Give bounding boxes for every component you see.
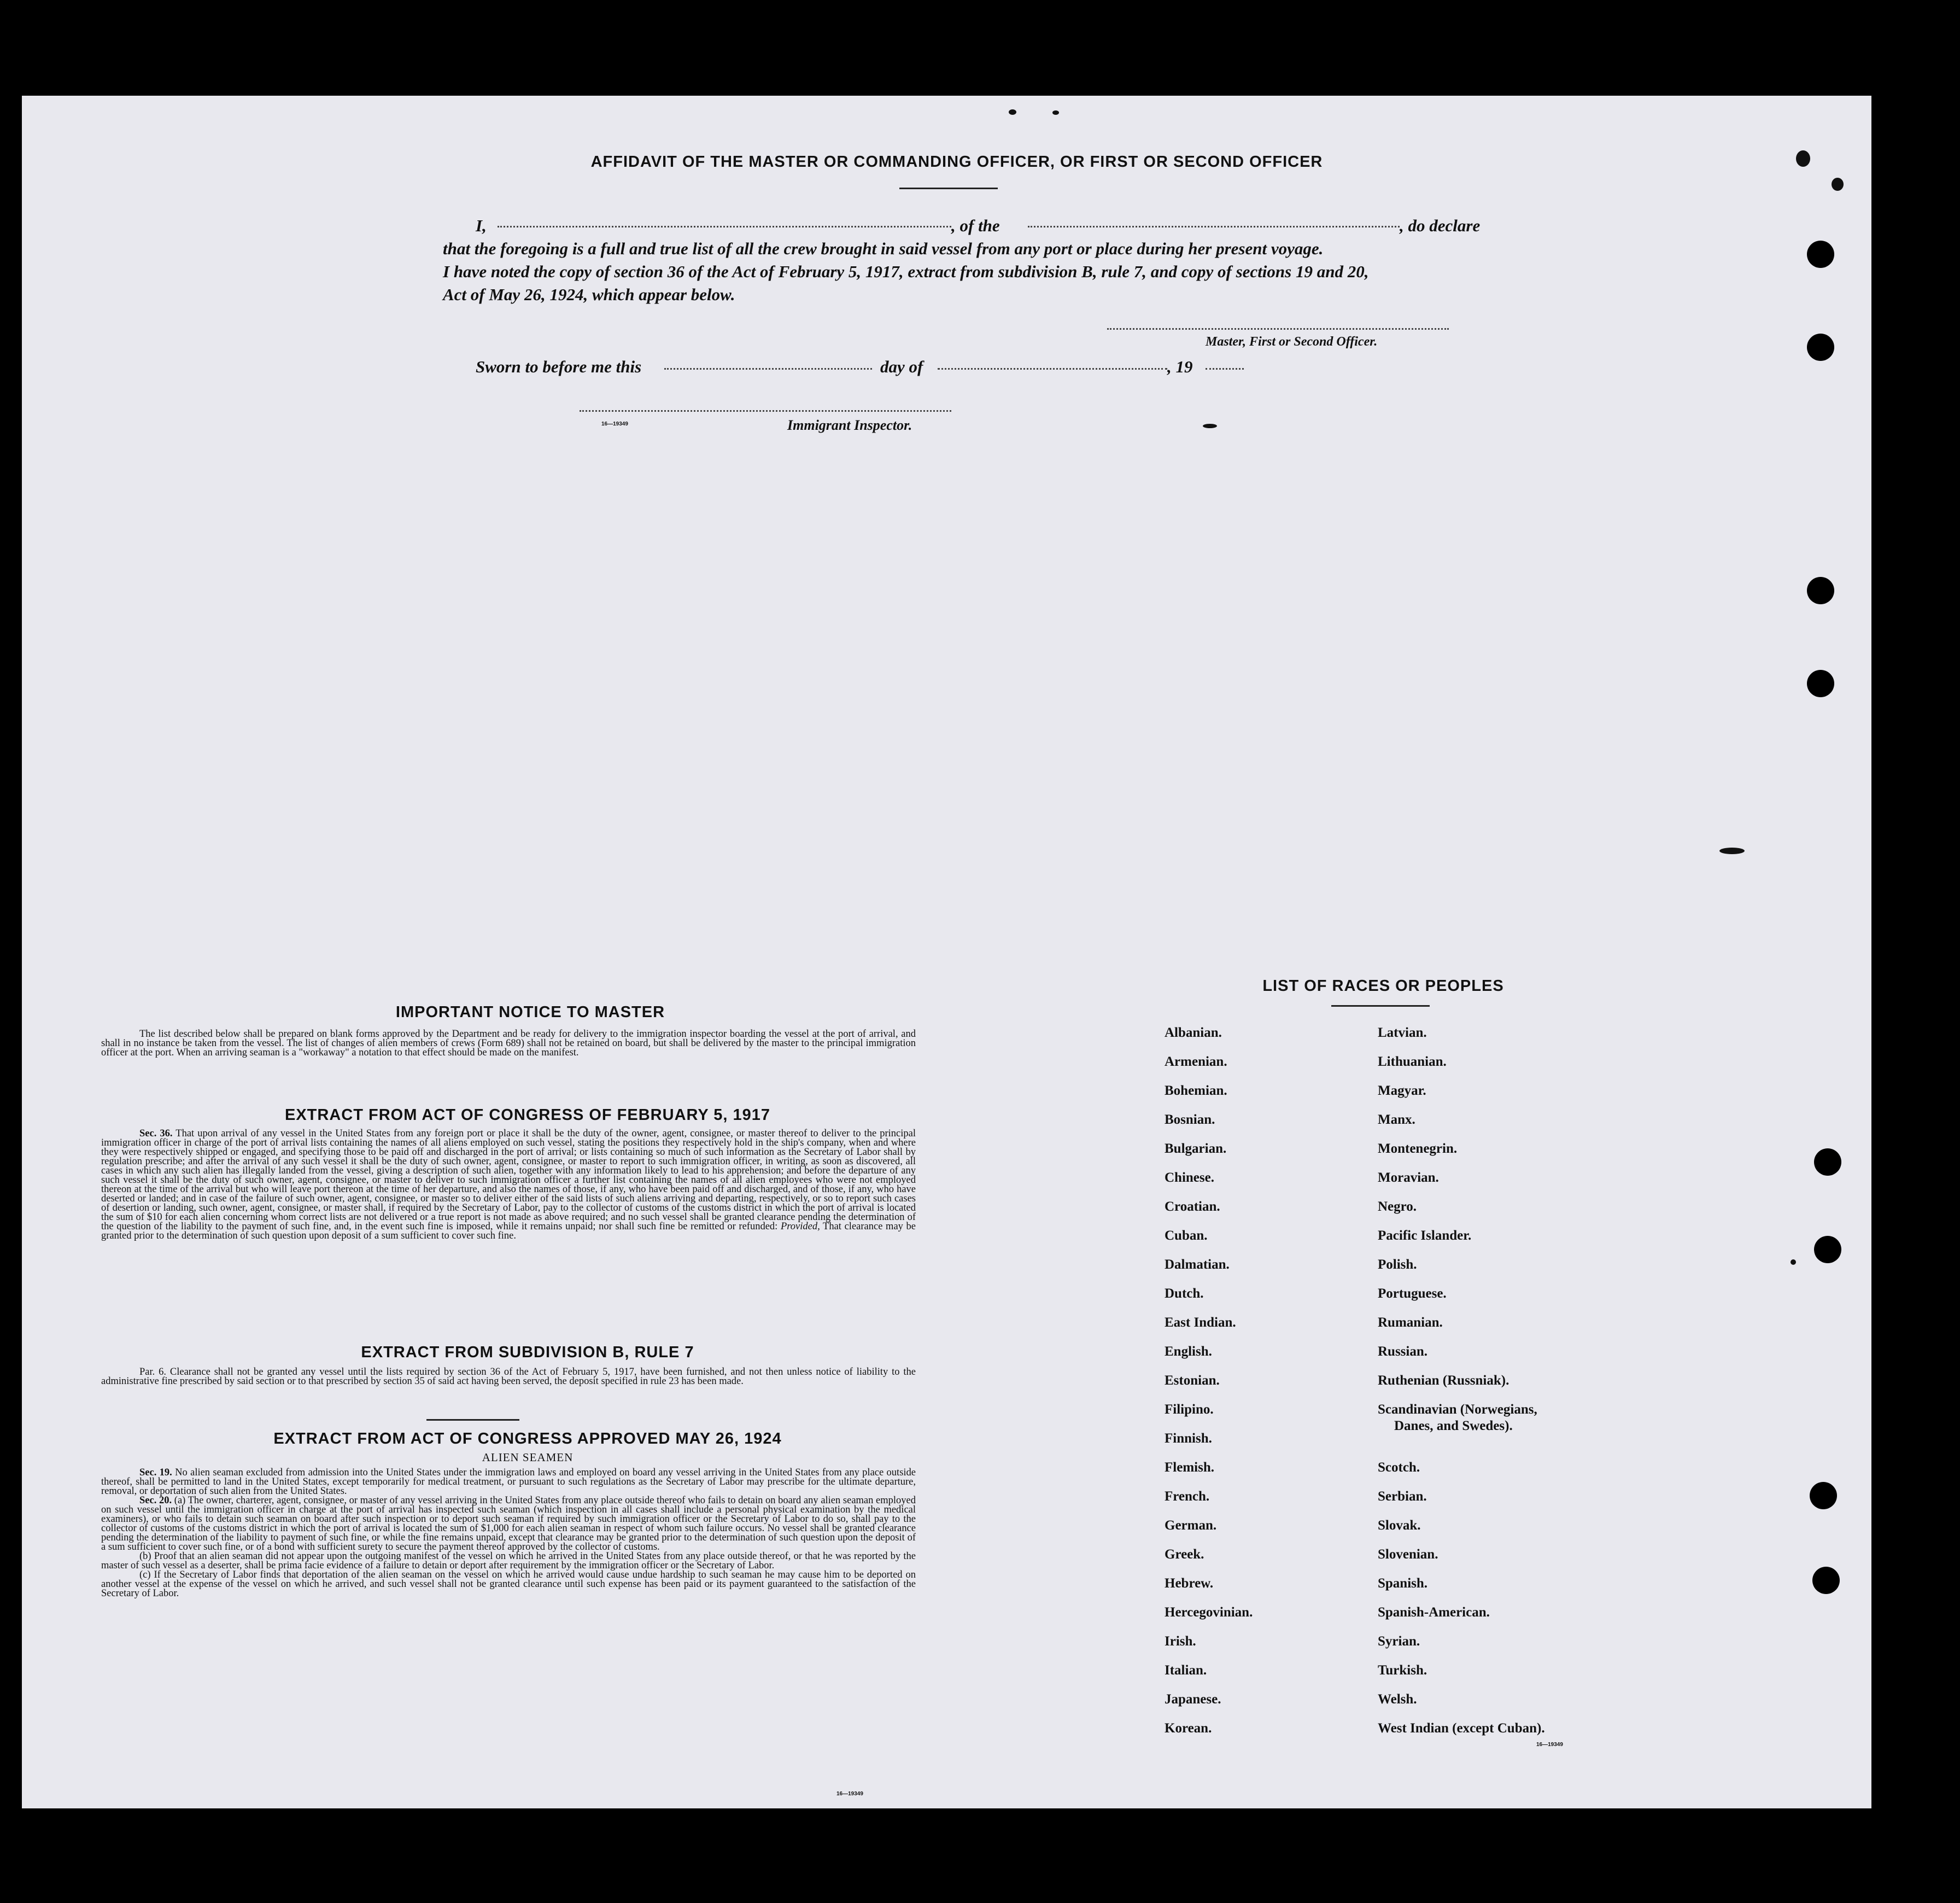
sworn-month-line[interactable] [938, 368, 1167, 370]
rule7-title: EXTRACT FROM SUBDIVISION B, RULE 7 [361, 1344, 694, 1361]
race-left: Croatian. [1165, 1199, 1220, 1214]
race-right: Lithuanian. [1378, 1054, 1447, 1069]
race-right: Serbian. [1378, 1489, 1427, 1504]
form-code-races: 16—19349 [1536, 1742, 1563, 1748]
speck [1796, 150, 1810, 167]
rule7-text: Par. 6. Clearance shall not be granted any vessel until the lists required by section 36 of the Act of February 5, 1917, have been furnished, and not then unless notice of liability to the administrative fine prescribed by said section or to that prescribed by section 35 of said act having been served, the deposit specified in rule 23 has been made. [101, 1367, 916, 1387]
year-label: , 19 [1167, 357, 1193, 376]
race-right: Scotch. [1378, 1460, 1420, 1475]
race-left: Hebrew. [1165, 1576, 1214, 1591]
alien-seamen-subtitle: ALIEN SEAMEN [482, 1451, 574, 1464]
punch-hole [1807, 334, 1834, 361]
sec19 [101, 1468, 916, 1496]
race-left: East Indian. [1165, 1315, 1236, 1330]
race-right: Montenegrin. [1378, 1141, 1458, 1156]
race-right: Syrian. [1378, 1634, 1420, 1649]
sec36-text: That upon arrival of any vessel in the United States from any foreign port or place it shall be the duty of the owner, agent, consignee, or master thereof to deliver to the principal immigration officer in charge of the port of arrival lists containing the names of all aliens employed on such vessel, stating the positions they respectively hold in the ship's company, when and where they were respectively shipped or engaged, and specifying those to be paid off and discharged in the port of arrival; or lists containing so much of such information as the Secretary of Labor shall by regulation prescribe; and after the arrival of any such vessel it shall be the duty of such owner, agent, consignee, or master to report to such immigration officer, in writing, as soon as discovered, all cases in which any such alien has illegally landed from the vessel, giving a description of such alien, together with any information likely to lead to his apprehension; and before the departure of any such vessel it shall be the duty of such owner, agent, consignee, or master to deliver to such immigration officer a further list containing the names of all alien employees who were not employed thereon at the time of the arrival but who will leave port thereon at the time of her departure, and also the names of those, if any, who have been paid off and discharged, and of those, if any, who have deserted or landed; and in case of the failure of such owner, agent, consignee, or master so to deliver either of the said lists of such aliens arriving and departing, respectively, or so to report such cases of desertion or landing, such owner, agent, consignee, or master shall, if required by the Secretary of Labor, pay to the collector of customs of the customs district in which the port of arrival is located the sum of $10 for each alien concerning whom correct lists are not delivered or a true report is not made as above required; and no such vessel shall be granted clearance pending the determination of the question of the liability to the payment of such fine, and, in the event such fine is imposed, while it remains unpaid; nor shall such fine be remitted or refunded: [101, 1128, 916, 1232]
affidavit-line4: Act of May 26, 1924, which appear below. [443, 285, 735, 304]
sworn-day-line[interactable] [664, 368, 872, 370]
race-left: Irish. [1165, 1634, 1196, 1649]
punch-hole [1807, 670, 1834, 697]
race-right: Latvian. [1378, 1025, 1427, 1040]
race-right: Russian. [1378, 1344, 1428, 1359]
extract-1924-title: EXTRACT FROM ACT OF CONGRESS APPROVED MAY 26, 1924 [273, 1430, 782, 1447]
punch-hole [1814, 1148, 1841, 1176]
extract-1917-text [101, 1129, 916, 1241]
sec19-text: No alien seaman excluded from admission into the United States under the immigration laws and employed on board any vessel arriving in the United States from any place outside thereof, shall be permitted to land in the United States, except temporarily for medical treatment, or pursuant to such regulations as the Secretary of Labor may prescribe for the ultimate departure, removal, or deportation of such alien from the United States. [101, 1467, 916, 1497]
race-right: Spanish-American. [1378, 1605, 1490, 1620]
race-right: Portuguese. [1378, 1286, 1447, 1301]
speck [1203, 424, 1217, 428]
race-left: Estonian. [1165, 1373, 1220, 1388]
sec20-label: Sec. 20. [139, 1495, 172, 1506]
race-right: Rumanian. [1378, 1315, 1443, 1330]
race-right: Slovak. [1378, 1518, 1421, 1533]
notice-title: IMPORTANT NOTICE TO MASTER [395, 1003, 665, 1021]
race-left: Dalmatian. [1165, 1257, 1230, 1272]
sworn-year-line[interactable] [1206, 368, 1244, 370]
affidavit-title: AFFIDAVIT OF THE MASTER OR COMMANDING OFFICER, OR FIRST OR SECOND OFFICER [590, 153, 1323, 171]
race-right: Spanish. [1378, 1576, 1428, 1591]
sec20a [101, 1496, 916, 1552]
race-left: Flemish. [1165, 1460, 1214, 1475]
race-left: Dutch. [1165, 1286, 1204, 1301]
sec19-label: Sec. 19. [139, 1467, 172, 1478]
master-signature-label: Master, First or Second Officer. [1206, 335, 1378, 349]
race-right: Scandinavian (Norwegians, [1378, 1402, 1537, 1417]
race-right: Danes, and Swedes). [1394, 1419, 1513, 1433]
punch-hole [1807, 577, 1834, 604]
extract-1924-text [101, 1468, 916, 1598]
race-left: Korean. [1165, 1721, 1212, 1736]
vessel-name-line[interactable] [1028, 226, 1400, 227]
race-right: Manx. [1378, 1112, 1415, 1127]
race-left: German. [1165, 1518, 1217, 1533]
race-left: Chinese. [1165, 1170, 1214, 1185]
officer-name-line[interactable] [498, 226, 951, 227]
race-left: English. [1165, 1344, 1212, 1359]
race-right: Pacific Islander. [1378, 1228, 1472, 1243]
race-right: Magyar. [1378, 1083, 1426, 1098]
affidavit-declare: , do declare [1400, 216, 1481, 235]
race-right: Polish. [1378, 1257, 1417, 1272]
sec36-label: Sec. 36. [139, 1128, 173, 1139]
speck [1791, 1259, 1796, 1265]
sec20c: (c) If the Secretary of Labor finds that deportation of the alien seaman on the vessel on which he arrived would cause undue hardship to such seaman he may cause him to be deported on another vessel at the expense of the vessel on which he arrived, and such vessel shall not be granted clearance until such expense has been paid or its payment guaranteed to the satisfaction of the Secretary of Labor. [101, 1569, 916, 1599]
race-right: Ruthenian (Russniak). [1378, 1373, 1510, 1388]
race-left: Bosnian. [1165, 1112, 1215, 1127]
races-title: LIST OF RACES OR PEOPLES [1262, 977, 1504, 995]
inspector-signature-line[interactable] [580, 410, 951, 412]
punch-hole [1814, 1236, 1841, 1263]
race-left: Hercegovinian. [1165, 1605, 1253, 1620]
race-right: West Indian (except Cuban). [1378, 1721, 1545, 1736]
race-right: Slovenian. [1378, 1547, 1438, 1562]
speck [1832, 178, 1844, 191]
form-code-top: 16—19349 [601, 421, 628, 427]
master-signature-line[interactable] [1107, 328, 1449, 330]
punch-hole [1810, 1482, 1837, 1509]
race-left: Albanian. [1165, 1025, 1222, 1040]
speck [1719, 848, 1745, 854]
race-left: Cuban. [1165, 1228, 1208, 1243]
punch-hole [1807, 241, 1834, 268]
race-left: Italian. [1165, 1663, 1207, 1678]
sec20b: (b) Proof that an alien seaman did not appear upon the outgoing manifest of the vessel on which he arrived in the United States from any place outside thereof, or that he was reported by the master of such vessel as a deserter, shall be prima facie evidence of a failure to detain or deport after requirement by the immigration officer or the Secretary of Labor. [101, 1551, 916, 1571]
race-left: Bulgarian. [1165, 1141, 1227, 1156]
race-left: French. [1165, 1489, 1210, 1504]
proviso-text: That clearance may be granted prior to the determination of such question upon deposit of a sum sufficient to cover such fine. [101, 1221, 916, 1241]
race-left: Bohemian. [1165, 1083, 1227, 1098]
affidavit-line3: I have noted the copy of section 36 of the Act of February 5, 1917, extract from subdivision B, rule 7, and copy of sections 19 and 20, [443, 262, 1369, 281]
speck [1009, 109, 1016, 115]
speck [1052, 110, 1059, 115]
sec20a-text: (a) The owner, charterer, agent, consignee, or master of any vessel arriving in the United States from any place outside thereof who fails to detain on board any alien seaman employed on such vessel until the immigration officer in charge at the port of arrival has inspected such seaman (which inspection in all cases shall include a personal physical examination by the medical examiners), or who fails to detain such seaman on board after such inspection or to deport such seaman if required by such immigration officer or the Secretary of Labor to do so, shall pay to the collector of customs of the customs district in which the port of arrival is located the sum of $1,000 for each alien seaman in respect of whom such failure occurs. No vessel shall be granted clearance pending the determination of the liability to payment of such fine, or while the fine remains unpaid, except that clearance may be granted prior to the determination of such question upon the deposit of a sum sufficient to cover such fine, or of a bond with sufficient surety to secure the payment thereof approved by the collector of customs. [101, 1495, 916, 1552]
race-right: Turkish. [1378, 1663, 1427, 1678]
punch-hole [1812, 1567, 1840, 1594]
affidavit-title-rule [899, 188, 998, 189]
extract-1917-title: EXTRACT FROM ACT OF CONGRESS OF FEBRUARY 5, 1917 [284, 1106, 771, 1124]
form-code-bottom-left: 16—19349 [836, 1791, 863, 1797]
sworn-line [476, 357, 1241, 379]
form-page [22, 96, 1871, 1808]
notice-text: The list described below shall be prepared on blank forms approved by the Department and be ready for delivery to the immigration inspector boarding the vessel at the port of arrival, and shall in no instance be taken from the vessel. The list of changes of alien members of crews (Form 689) shall not be retained on board, but shall be delivered by the master to the principal immigration officer at the port. When an arriving seaman is a "workaway" a notation to that effect should be made on the manifest. [101, 1029, 916, 1058]
race-left: Greek. [1165, 1547, 1204, 1562]
race-left: Armenian. [1165, 1054, 1227, 1069]
affidavit-of-the: , of the [951, 216, 1000, 235]
sworn-label: Sworn to before me this [476, 357, 642, 376]
race-left: Finnish. [1165, 1431, 1212, 1446]
race-right: Welsh. [1378, 1692, 1417, 1707]
inspector-label: Immigrant Inspector. [787, 417, 912, 433]
race-left: Filipino. [1165, 1402, 1214, 1417]
proviso-label: Provided, [780, 1221, 820, 1232]
rule7-rule [426, 1419, 519, 1421]
affidavit-i: I, [476, 216, 487, 235]
affidavit-line1 [476, 216, 1487, 238]
race-left: Japanese. [1165, 1692, 1221, 1707]
day-of-label: day of [880, 357, 923, 376]
race-right: Moravian. [1378, 1170, 1439, 1185]
race-right: Negro. [1378, 1199, 1417, 1214]
affidavit-line2: that the foregoing is a full and true list of all the crew brought in said vessel from any port or place during her present voyage. [443, 239, 1324, 258]
races-title-rule [1331, 1005, 1430, 1007]
